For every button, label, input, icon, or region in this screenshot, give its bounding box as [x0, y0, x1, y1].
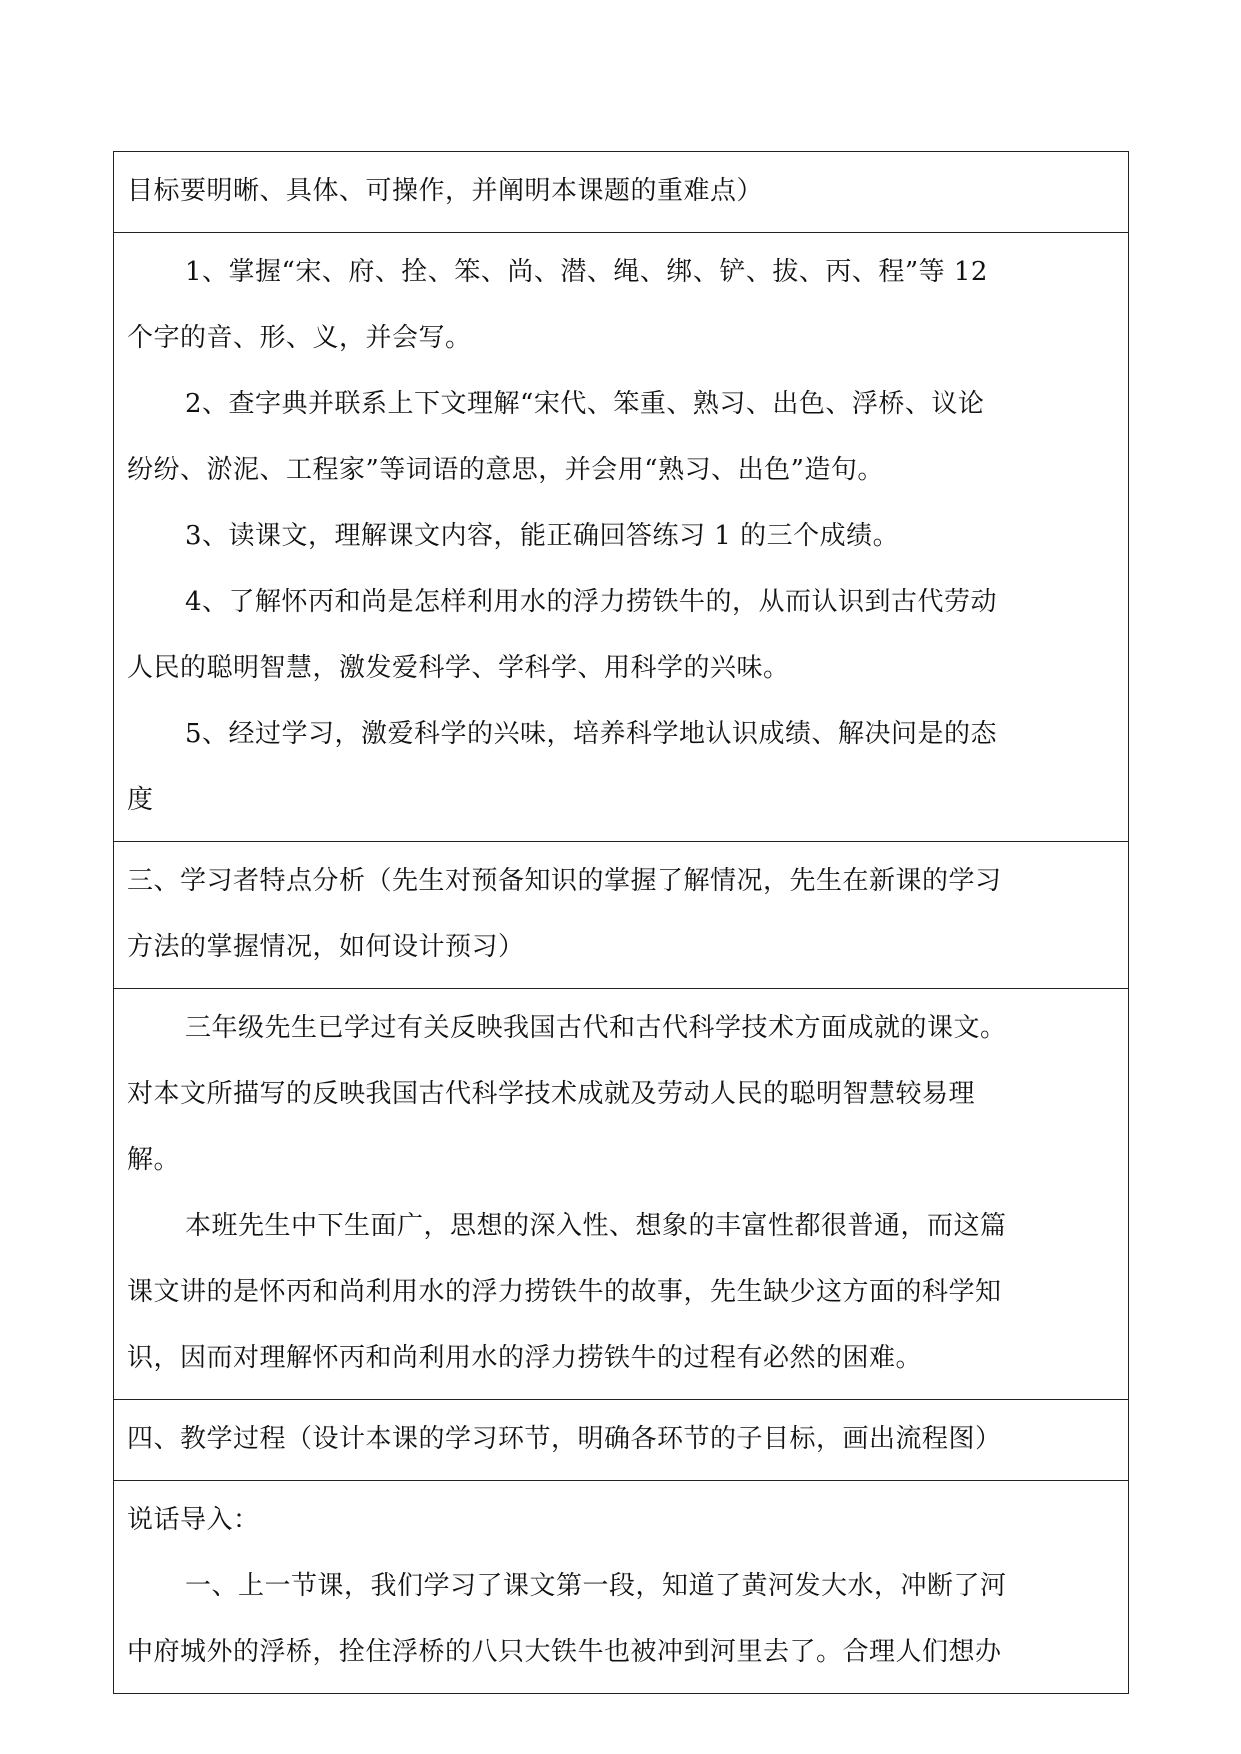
learner-para-2-line-3: 识，因而对理解怀丙和尚利用水的浮力捞铁牛的过程有必然的困难。: [127, 1343, 923, 1373]
objective-4-line-1: 4、了解怀丙和尚是怎样利用水的浮力捞铁牛的，从而认识到古代劳动: [185, 587, 998, 617]
process-body-row: [114, 1481, 1129, 1694]
objective-2-line-1: 2、查字典并联系上下文理解“宋代、笨重、熟习、出色、浮桥、议论: [185, 389, 985, 419]
learner-header-line-2: 方法的掌握情况，如何设计预习）: [127, 932, 525, 962]
learner-para-2-line-1: 本班先生中下生面广，思想的深入性、想象的丰富性都很普通，而这篇: [185, 1211, 1007, 1241]
process-body-cell: [114, 1481, 1129, 1694]
objectives-body-row: [114, 233, 1129, 842]
objectives-header-row: [114, 152, 1129, 233]
process-para-1-line-2: 中府城外的浮桥，拴住浮桥的八只大铁牛也被冲到河里去了。合理人们想办: [127, 1637, 1002, 1667]
process-lead-text: 说话导入：: [127, 1505, 260, 1535]
objective-5-line-1: 5、经过学习，激爱科学的兴味，培养科学地认识成绩、解决问是的态: [185, 719, 998, 749]
objective-1-line-2: 个字的音、形、义，并会写。: [127, 323, 472, 353]
process-header-text: 四、教学过程（设计本课的学习环节，明确各环节的子目标，画出流程图）: [127, 1424, 1002, 1454]
learner-para-1-line-1: 三年级先生已学过有关反映我国古代和古代科学技术方面成就的课文。: [185, 1013, 1007, 1043]
process-para-1-line-1: 一、上一节课，我们学习了课文第一段，知道了黄河发大水，冲断了河: [185, 1571, 1007, 1601]
objectives-header-cell: [114, 152, 1129, 233]
objective-4-line-2: 人民的聪明智慧，激发爱科学、学科学、用科学的兴味。: [127, 653, 790, 683]
process-header-row: [114, 1400, 1129, 1481]
process-header-cell: [114, 1400, 1129, 1481]
learner-header-row: [114, 842, 1129, 989]
learner-para-1-line-3: 解。: [127, 1145, 181, 1175]
learner-body-cell: [114, 989, 1129, 1400]
learner-body-row: [114, 989, 1129, 1400]
objective-5-line-2: 度: [127, 785, 154, 815]
learner-para-2-line-2: 课文讲的是怀丙和尚利用水的浮力捞铁牛的故事，先生缺少这方面的科学知: [127, 1277, 1002, 1307]
learner-header-line-1: 三、学习者特点分析（先生对预备知识的掌握了解情况，先生在新课的学习: [127, 866, 1002, 896]
objective-2-line-2: 纷纷、淤泥、工程家”等词语的意思，并会用“熟习、出色”造句。: [127, 455, 884, 485]
lesson-plan-table: [113, 151, 1129, 1694]
objectives-body-cell: [114, 233, 1129, 842]
objective-3-line-1: 3、读课文，理解课文内容，能正确回答练习 1 的三个成绩。: [185, 521, 900, 551]
learner-header-cell: [114, 842, 1129, 989]
objectives-header-text: 目标要明晰、具体、可操作，并阐明本课题的重难点）: [127, 176, 764, 206]
learner-para-1-line-2: 对本文所描写的反映我国古代科学技术成就及劳动人民的聪明智慧较易理: [127, 1079, 976, 1109]
objective-1-line-1: 1、掌握“宋、府、拴、笨、尚、潜、绳、绑、铲、拔、丙、程”等 12: [185, 257, 988, 287]
